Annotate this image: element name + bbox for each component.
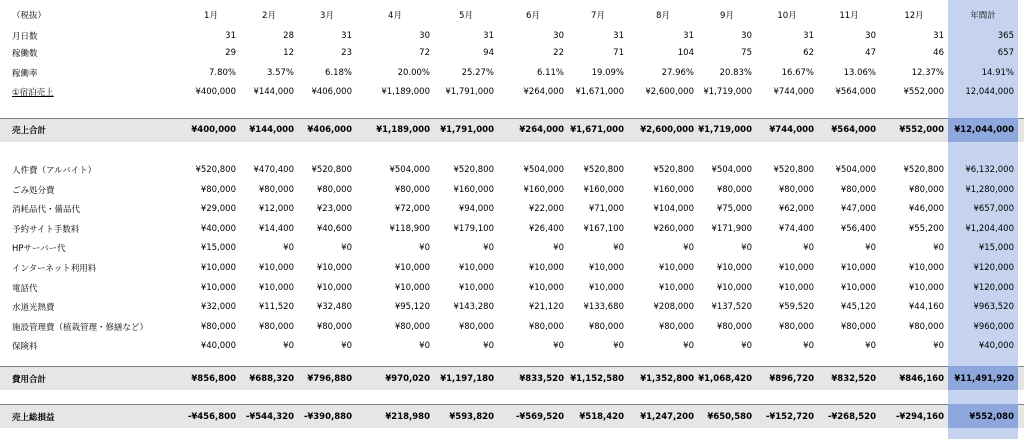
table-cell: 31 <box>613 31 624 41</box>
table-cell: ¥0 <box>865 341 876 351</box>
table-cell: ¥552,000 <box>899 125 944 135</box>
annual-total-cell: ¥1,204,400 <box>965 224 1014 234</box>
table-cell: 7.80% <box>208 68 236 78</box>
table-cell: ¥0 <box>613 243 624 253</box>
table-cell: ¥520,800 <box>653 165 694 175</box>
table-cell: -¥390,880 <box>303 412 352 422</box>
table-cell: ¥55,200 <box>908 224 944 234</box>
table-cell: ¥80,000 <box>840 185 876 195</box>
table-cell: ¥45,120 <box>840 302 876 312</box>
table-cell: ¥10,000 <box>316 283 352 293</box>
table-cell: ¥80,000 <box>258 322 294 332</box>
annual-total-cell: ¥1,280,000 <box>965 185 1014 195</box>
table-cell: ¥218,980 <box>385 412 430 422</box>
annual-total-cell: ¥552,080 <box>969 412 1014 422</box>
table-cell: ¥80,000 <box>658 322 694 332</box>
row-label: 保険料 <box>12 342 38 352</box>
table-cell: 3.57% <box>266 68 294 78</box>
table-cell: 19.09% <box>591 68 624 78</box>
table-cell: ¥0 <box>483 341 494 351</box>
table-cell: ¥80,000 <box>200 185 236 195</box>
stat-row <box>0 27 1024 45</box>
table-cell: ¥1,719,000 <box>698 125 752 135</box>
table-cell: ¥0 <box>683 341 694 351</box>
gross-profit-label: 売上総損益 <box>12 413 55 423</box>
stat-row <box>0 64 1024 82</box>
summary-band-border <box>0 118 1024 119</box>
table-cell: ¥59,520 <box>778 302 814 312</box>
table-cell: ¥520,800 <box>583 165 624 175</box>
table-cell: ¥56,400 <box>840 224 876 234</box>
sales-total-row <box>0 121 1024 139</box>
table-cell: 31 <box>933 31 944 41</box>
table-cell: ¥0 <box>483 243 494 253</box>
row-label: 人件費（アルバイト） <box>12 166 97 176</box>
table-cell: ¥118,900 <box>389 224 430 234</box>
annual-total-cell: ¥960,000 <box>973 322 1014 332</box>
table-cell: ¥1,352,800 <box>640 374 694 384</box>
table-cell: ¥0 <box>283 341 294 351</box>
table-cell: ¥520,800 <box>453 165 494 175</box>
month-header: 9月 <box>720 11 734 21</box>
table-cell: ¥160,000 <box>523 185 564 195</box>
table-cell: ¥80,000 <box>458 322 494 332</box>
table-cell: ¥21,120 <box>528 302 564 312</box>
annual-total-cell: ¥120,000 <box>973 263 1014 273</box>
table-cell: ¥593,820 <box>449 412 494 422</box>
table-cell: ¥10,000 <box>840 263 876 273</box>
table-cell: -¥456,800 <box>187 412 236 422</box>
table-cell: 28 <box>283 31 294 41</box>
header-row <box>0 6 1024 24</box>
table-cell: 30 <box>741 31 752 41</box>
table-cell: ¥10,000 <box>258 263 294 273</box>
table-cell: 25.27% <box>461 68 494 78</box>
table-cell: ¥688,320 <box>249 374 294 384</box>
table-cell: 46 <box>933 48 944 58</box>
table-cell: ¥80,000 <box>908 185 944 195</box>
table-cell: ¥23,000 <box>316 204 352 214</box>
table-cell: ¥264,000 <box>519 125 564 135</box>
table-cell: ¥1,197,180 <box>440 374 494 384</box>
table-cell: ¥40,000 <box>200 224 236 234</box>
table-cell: ¥0 <box>803 243 814 253</box>
table-cell: 31 <box>483 31 494 41</box>
table-cell: ¥0 <box>419 243 430 253</box>
table-cell: 16.67% <box>781 68 814 78</box>
annual-total-cell: ¥15,000 <box>978 243 1014 253</box>
annual-total-cell: 12,044,000 <box>965 87 1014 97</box>
table-cell: ¥564,000 <box>835 87 876 97</box>
table-cell: ¥10,000 <box>716 283 752 293</box>
table-cell: ¥406,000 <box>311 87 352 97</box>
expense-row <box>0 200 1024 218</box>
month-header: 6月 <box>526 11 540 21</box>
expense-row <box>0 298 1024 316</box>
table-cell: ¥44,160 <box>908 302 944 312</box>
table-cell: 12.37% <box>911 68 944 78</box>
table-cell: ¥171,900 <box>711 224 752 234</box>
table-cell: ¥2,600,000 <box>640 125 694 135</box>
stat-row <box>0 44 1024 62</box>
row-label: HPサーバー代 <box>12 244 66 254</box>
annual-total-cell: ¥12,044,000 <box>954 125 1014 135</box>
expense-row <box>0 220 1024 238</box>
row-label: 稼働率 <box>12 69 38 79</box>
table-cell: ¥856,800 <box>191 374 236 384</box>
table-cell: ¥10,000 <box>316 263 352 273</box>
table-cell: ¥520,800 <box>195 165 236 175</box>
annual-total-cell: ¥120,000 <box>973 283 1014 293</box>
expense-row <box>0 318 1024 336</box>
table-cell: ¥896,720 <box>769 374 814 384</box>
table-cell: ¥10,000 <box>908 283 944 293</box>
table-cell: 12 <box>283 48 294 58</box>
table-cell: 30 <box>553 31 564 41</box>
table-cell: ¥75,000 <box>716 204 752 214</box>
table-cell: ¥260,000 <box>653 224 694 234</box>
table-cell: ¥95,120 <box>394 302 430 312</box>
table-cell: 20.83% <box>719 68 752 78</box>
annual-total-cell: 657 <box>997 48 1014 58</box>
table-cell: ¥520,800 <box>773 165 814 175</box>
annual-total-cell: ¥40,000 <box>978 341 1014 351</box>
table-cell: 71 <box>613 48 624 58</box>
table-cell: ¥80,000 <box>716 322 752 332</box>
table-cell: ¥10,000 <box>200 283 236 293</box>
table-cell: ¥833,520 <box>519 374 564 384</box>
table-cell: ¥10,000 <box>658 263 694 273</box>
table-cell: ¥264,000 <box>523 87 564 97</box>
row-label: 消耗品代・備品代 <box>12 205 81 215</box>
table-cell: ¥518,420 <box>579 412 624 422</box>
table-cell: ¥160,000 <box>453 185 494 195</box>
table-cell: ¥0 <box>741 243 752 253</box>
table-cell: ¥167,100 <box>583 224 624 234</box>
table-cell: ¥796,880 <box>307 374 352 384</box>
table-cell: 6.18% <box>324 68 352 78</box>
annual-total-cell: ¥6,132,000 <box>965 165 1014 175</box>
table-cell: ¥10,000 <box>394 283 430 293</box>
annual-total-cell: ¥11,491,920 <box>954 374 1014 384</box>
table-cell: ¥2,600,000 <box>645 87 694 97</box>
table-cell: ¥846,160 <box>899 374 944 384</box>
table-cell: 62 <box>803 48 814 58</box>
table-cell: ¥1,671,000 <box>575 87 624 97</box>
row-label: ごみ処分費 <box>12 186 55 196</box>
tax-note-label: （税抜） <box>12 11 47 21</box>
row-label: 水道光熱費 <box>12 303 55 313</box>
table-cell: ¥0 <box>683 243 694 253</box>
table-cell: ¥406,000 <box>307 125 352 135</box>
table-cell: ¥74,400 <box>778 224 814 234</box>
table-cell: ¥1,068,420 <box>698 374 752 384</box>
table-cell: ¥520,800 <box>311 165 352 175</box>
table-cell: 13.06% <box>843 68 876 78</box>
table-cell: ¥80,000 <box>840 322 876 332</box>
table-cell: 31 <box>683 31 694 41</box>
table-cell: 104 <box>677 48 694 58</box>
table-cell: ¥0 <box>553 341 564 351</box>
table-cell: ¥0 <box>341 341 352 351</box>
table-cell: ¥144,000 <box>249 125 294 135</box>
table-cell: ¥144,000 <box>253 87 294 97</box>
annual-total-cell: 365 <box>997 31 1014 41</box>
expense-total-row <box>0 370 1024 388</box>
table-cell: 31 <box>803 31 814 41</box>
table-cell: ¥1,189,000 <box>376 125 430 135</box>
table-cell: ¥0 <box>283 243 294 253</box>
table-cell: ¥504,000 <box>711 165 752 175</box>
table-cell: ¥14,400 <box>258 224 294 234</box>
table-cell: ¥564,000 <box>831 125 876 135</box>
table-cell: ¥400,000 <box>195 87 236 97</box>
table-cell: ¥504,000 <box>389 165 430 175</box>
expense-row <box>0 259 1024 277</box>
row-label: 電話代 <box>12 284 38 294</box>
table-cell: ¥10,000 <box>458 263 494 273</box>
table-cell: 23 <box>341 48 352 58</box>
table-cell: ¥1,152,580 <box>570 374 624 384</box>
table-cell: 47 <box>865 48 876 58</box>
table-cell: 75 <box>741 48 752 58</box>
table-cell: ¥11,520 <box>258 302 294 312</box>
table-cell: ¥400,000 <box>191 125 236 135</box>
table-cell: ¥10,000 <box>200 263 236 273</box>
sales-total-label: 売上合計 <box>12 126 47 136</box>
table-cell: ¥104,000 <box>653 204 694 214</box>
table-cell: ¥1,247,200 <box>640 412 694 422</box>
month-header: 12月 <box>904 11 924 21</box>
table-cell: ¥832,520 <box>831 374 876 384</box>
table-cell: ¥744,000 <box>769 125 814 135</box>
table-cell: ¥10,000 <box>778 263 814 273</box>
table-cell: ¥62,000 <box>778 204 814 214</box>
table-cell: ¥15,000 <box>200 243 236 253</box>
table-cell: ¥10,000 <box>528 283 564 293</box>
table-cell: 20.00% <box>397 68 430 78</box>
table-cell: ¥80,000 <box>394 185 430 195</box>
table-cell: ¥29,000 <box>200 204 236 214</box>
table-cell: ¥26,400 <box>528 224 564 234</box>
table-cell: -¥268,520 <box>827 412 876 422</box>
table-cell: ¥10,000 <box>394 263 430 273</box>
table-cell: ¥80,000 <box>716 185 752 195</box>
month-header: 10月 <box>777 11 797 21</box>
table-cell: ¥0 <box>741 341 752 351</box>
table-cell: ¥470,400 <box>253 165 294 175</box>
table-cell: 29 <box>225 48 236 58</box>
annual-total-cell: ¥963,520 <box>973 302 1014 312</box>
table-cell: -¥569,520 <box>515 412 564 422</box>
table-cell: ¥504,000 <box>835 165 876 175</box>
month-header: 11月 <box>839 11 859 21</box>
table-cell: ¥1,189,000 <box>381 87 430 97</box>
expense-row <box>0 337 1024 355</box>
table-cell: ¥10,000 <box>658 283 694 293</box>
table-cell: ¥80,000 <box>778 322 814 332</box>
table-cell: ¥94,000 <box>458 204 494 214</box>
table-cell: ¥1,719,000 <box>703 87 752 97</box>
table-cell: ¥1,791,000 <box>445 87 494 97</box>
table-cell: ¥137,520 <box>711 302 752 312</box>
month-header: 3月 <box>320 11 334 21</box>
table-cell: ¥0 <box>865 243 876 253</box>
row-label: 月日数 <box>12 32 38 42</box>
table-cell: -¥152,720 <box>765 412 814 422</box>
row-label: 稼働数 <box>12 49 38 59</box>
table-cell: -¥294,160 <box>895 412 944 422</box>
table-cell: ¥0 <box>341 243 352 253</box>
table-cell: ¥970,020 <box>385 374 430 384</box>
table-cell: ¥10,000 <box>908 263 944 273</box>
table-cell: ¥22,000 <box>528 204 564 214</box>
table-cell: ¥552,000 <box>903 87 944 97</box>
table-cell: ¥80,000 <box>908 322 944 332</box>
table-cell: ¥0 <box>803 341 814 351</box>
table-cell: ¥40,000 <box>200 341 236 351</box>
table-cell: ¥47,000 <box>840 204 876 214</box>
expense-row <box>0 239 1024 257</box>
table-cell: ¥160,000 <box>653 185 694 195</box>
expense-row <box>0 279 1024 297</box>
table-cell: ¥0 <box>613 341 624 351</box>
table-cell: ¥0 <box>933 341 944 351</box>
table-cell: 72 <box>419 48 430 58</box>
table-cell: ¥650,580 <box>707 412 752 422</box>
table-cell: ¥80,000 <box>258 185 294 195</box>
table-cell: ¥80,000 <box>778 185 814 195</box>
table-cell: ¥0 <box>933 243 944 253</box>
table-cell: ¥520,800 <box>903 165 944 175</box>
table-cell: 31 <box>225 31 236 41</box>
table-cell: ¥1,671,000 <box>570 125 624 135</box>
annual-total-cell: 14.91% <box>981 68 1014 78</box>
table-cell: ¥32,000 <box>200 302 236 312</box>
table-cell: ¥1,791,000 <box>440 125 494 135</box>
table-cell: ¥10,000 <box>840 283 876 293</box>
month-header: 4月 <box>388 11 402 21</box>
table-cell: ¥179,100 <box>453 224 494 234</box>
annual-total-header: 年間計 <box>970 11 996 21</box>
month-header: 2月 <box>262 11 276 21</box>
table-cell: 6.11% <box>536 68 564 78</box>
table-cell: ¥80,000 <box>200 322 236 332</box>
table-cell: 30 <box>419 31 430 41</box>
table-cell: ¥10,000 <box>778 283 814 293</box>
table-cell: ¥80,000 <box>528 322 564 332</box>
gross-profit-row <box>0 408 1024 426</box>
table-cell: 27.96% <box>661 68 694 78</box>
table-cell: ¥504,000 <box>523 165 564 175</box>
table-cell: ¥32,480 <box>316 302 352 312</box>
table-cell: ¥10,000 <box>458 283 494 293</box>
table-cell: ¥160,000 <box>583 185 624 195</box>
table-cell: ¥10,000 <box>588 283 624 293</box>
expense-row <box>0 181 1024 199</box>
table-cell: ¥80,000 <box>588 322 624 332</box>
row-label: 予約サイト手数料 <box>12 225 80 235</box>
table-cell: 22 <box>553 48 564 58</box>
table-cell: ¥80,000 <box>316 322 352 332</box>
table-cell: ¥12,000 <box>258 204 294 214</box>
expense-total-label: 費用合計 <box>12 375 47 385</box>
table-cell: 30 <box>865 31 876 41</box>
table-cell: -¥544,320 <box>245 412 294 422</box>
table-cell: ¥80,000 <box>316 185 352 195</box>
month-header: 1月 <box>204 11 218 21</box>
row-label: インターネット利用料 <box>12 264 97 274</box>
table-cell: ¥143,280 <box>453 302 494 312</box>
table-cell: ¥208,000 <box>653 302 694 312</box>
row-label: 施設管理費（植栽管理・修繕など） <box>12 323 149 333</box>
summary-band-border <box>0 404 1024 405</box>
table-cell: ¥10,000 <box>258 283 294 293</box>
table-cell: 31 <box>341 31 352 41</box>
table-cell: ¥0 <box>419 341 430 351</box>
table-cell: ¥0 <box>553 243 564 253</box>
table-cell: ¥80,000 <box>394 322 430 332</box>
table-cell: ¥744,000 <box>773 87 814 97</box>
table-cell: ¥71,000 <box>588 204 624 214</box>
row-label: ①宿泊売上 <box>12 88 54 98</box>
table-cell: ¥10,000 <box>716 263 752 273</box>
table-cell: ¥10,000 <box>588 263 624 273</box>
expense-row <box>0 161 1024 179</box>
month-header: 8月 <box>656 11 670 21</box>
table-cell: ¥46,000 <box>908 204 944 214</box>
stat-row <box>0 83 1024 101</box>
table-cell: ¥40,600 <box>316 224 352 234</box>
table-cell: 94 <box>483 48 494 58</box>
table-cell: ¥72,000 <box>394 204 430 214</box>
table-cell: ¥133,680 <box>583 302 624 312</box>
table-cell: ¥10,000 <box>528 263 564 273</box>
summary-band-border <box>0 366 1024 367</box>
month-header: 7月 <box>591 11 605 21</box>
annual-total-cell: ¥657,000 <box>973 204 1014 214</box>
month-header: 5月 <box>459 11 473 21</box>
